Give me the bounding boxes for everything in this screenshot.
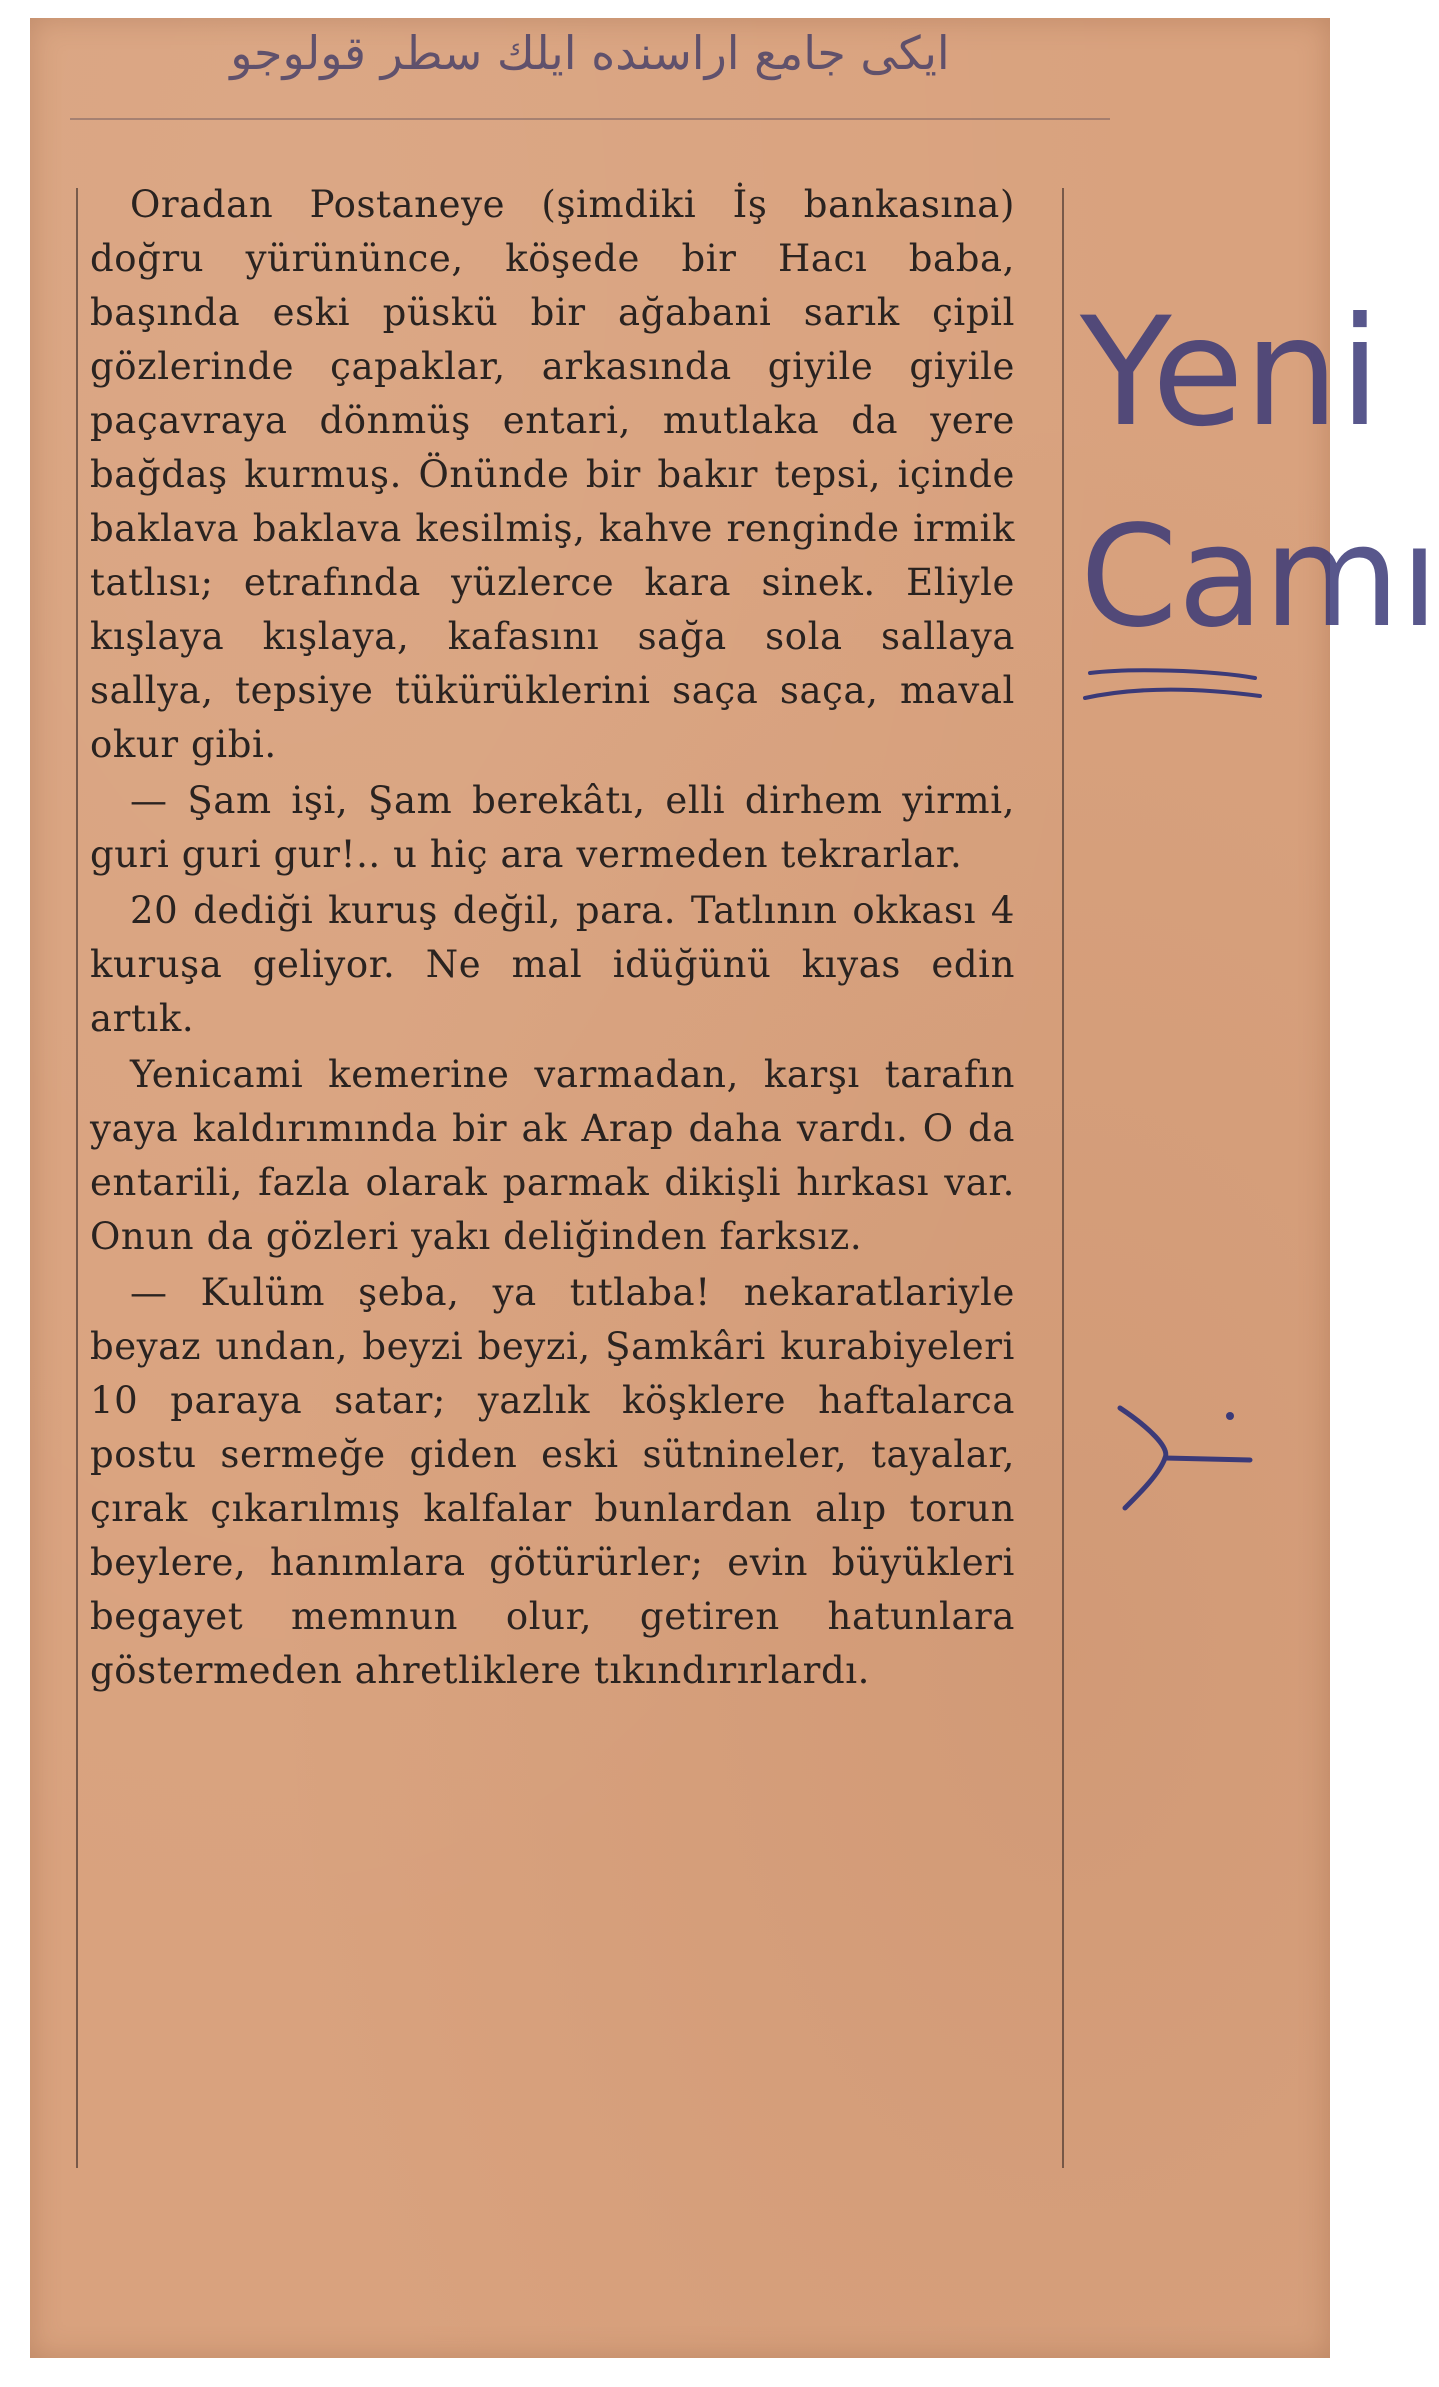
article-column bbox=[90, 178, 1015, 2188]
margin-note-yeni: Yeni bbox=[1080, 286, 1381, 460]
column-rule-right bbox=[1062, 188, 1064, 2168]
margin-note-cami: Camı bbox=[1080, 496, 1439, 659]
header-underline bbox=[70, 118, 1110, 120]
article-paragraph: Oradan Postaneye (şimdiki İş bankasına) doğru yürününce, köşede bir Hacı baba, başında eski püskü bir ağabani sarık çipil gözlerinde çapaklar, arkasında giyile giyile paçavraya dönmüş entari, mutlaka da yere bağdaş kurmuş. Önünde bir bakır tepsi, içinde baklava baklava kesilmiş, kahve renginde irmik tatlısı; etrafında yüzlerce kara sinek. Eliyle kışlaya kışlaya, kafasını sağa sola sallaya sallya, tepsiye tükürüklerini saça saça, maval okur gibi. bbox=[90, 183, 1015, 766]
handwritten-title: ﺍﻳﻜﻰ ﺟﺎﻣﻊ ﺍﺭﺍﺳﻨﺪﻩ ﺍﻳﻠﻚ ﺳﻄﺮ ﻗﻮﻟﻮﺟﻮ bbox=[230, 26, 950, 80]
margin-mark-icon bbox=[1110, 1398, 1260, 1518]
newspaper-clipping bbox=[30, 18, 1439, 2358]
handwritten-header bbox=[70, 26, 1110, 136]
column-rule-left bbox=[76, 188, 78, 2168]
article-paragraph: — Kulüm şeba, ya tıtlaba! nekaratlariyle beyaz undan, beyzi beyzi, Şamkâri kurabiyeleri 10 paraya satar; yazlık köşklere haftalarca postu sermeğe giden eski sütnineler, tayalar, çırak çıkarılmış kalfalar bunlardan alıp torun beylere, hanımlara götürürler; evin büyükleri begayet memnun olur, getiren hatunlara göstermeden ahretliklere tıkındırırlardı. bbox=[90, 1271, 1015, 1692]
article-paragraph: — Şam işi, Şam berekâtı, elli dirhem yirmi, guri guri gur!.. u hiç ara vermeden tekrarlar. bbox=[90, 779, 1015, 876]
article-paragraph: 20 dediği kuruş değil, para. Tatlının okkası 4 kuruşa geliyor. Ne mal idüğünü kıyas edin artık. bbox=[90, 889, 1015, 1040]
margin-note-underline bbox=[1070, 658, 1270, 718]
article-paragraph: Yenicami kemerine varmadan, karşı tarafın yaya kaldırımında bir ak Arap daha vardı. O da entarili, fazla olarak parmak dikişli hırkası var. Onun da gözleri yakı deliğinden farksız. bbox=[90, 1053, 1015, 1258]
